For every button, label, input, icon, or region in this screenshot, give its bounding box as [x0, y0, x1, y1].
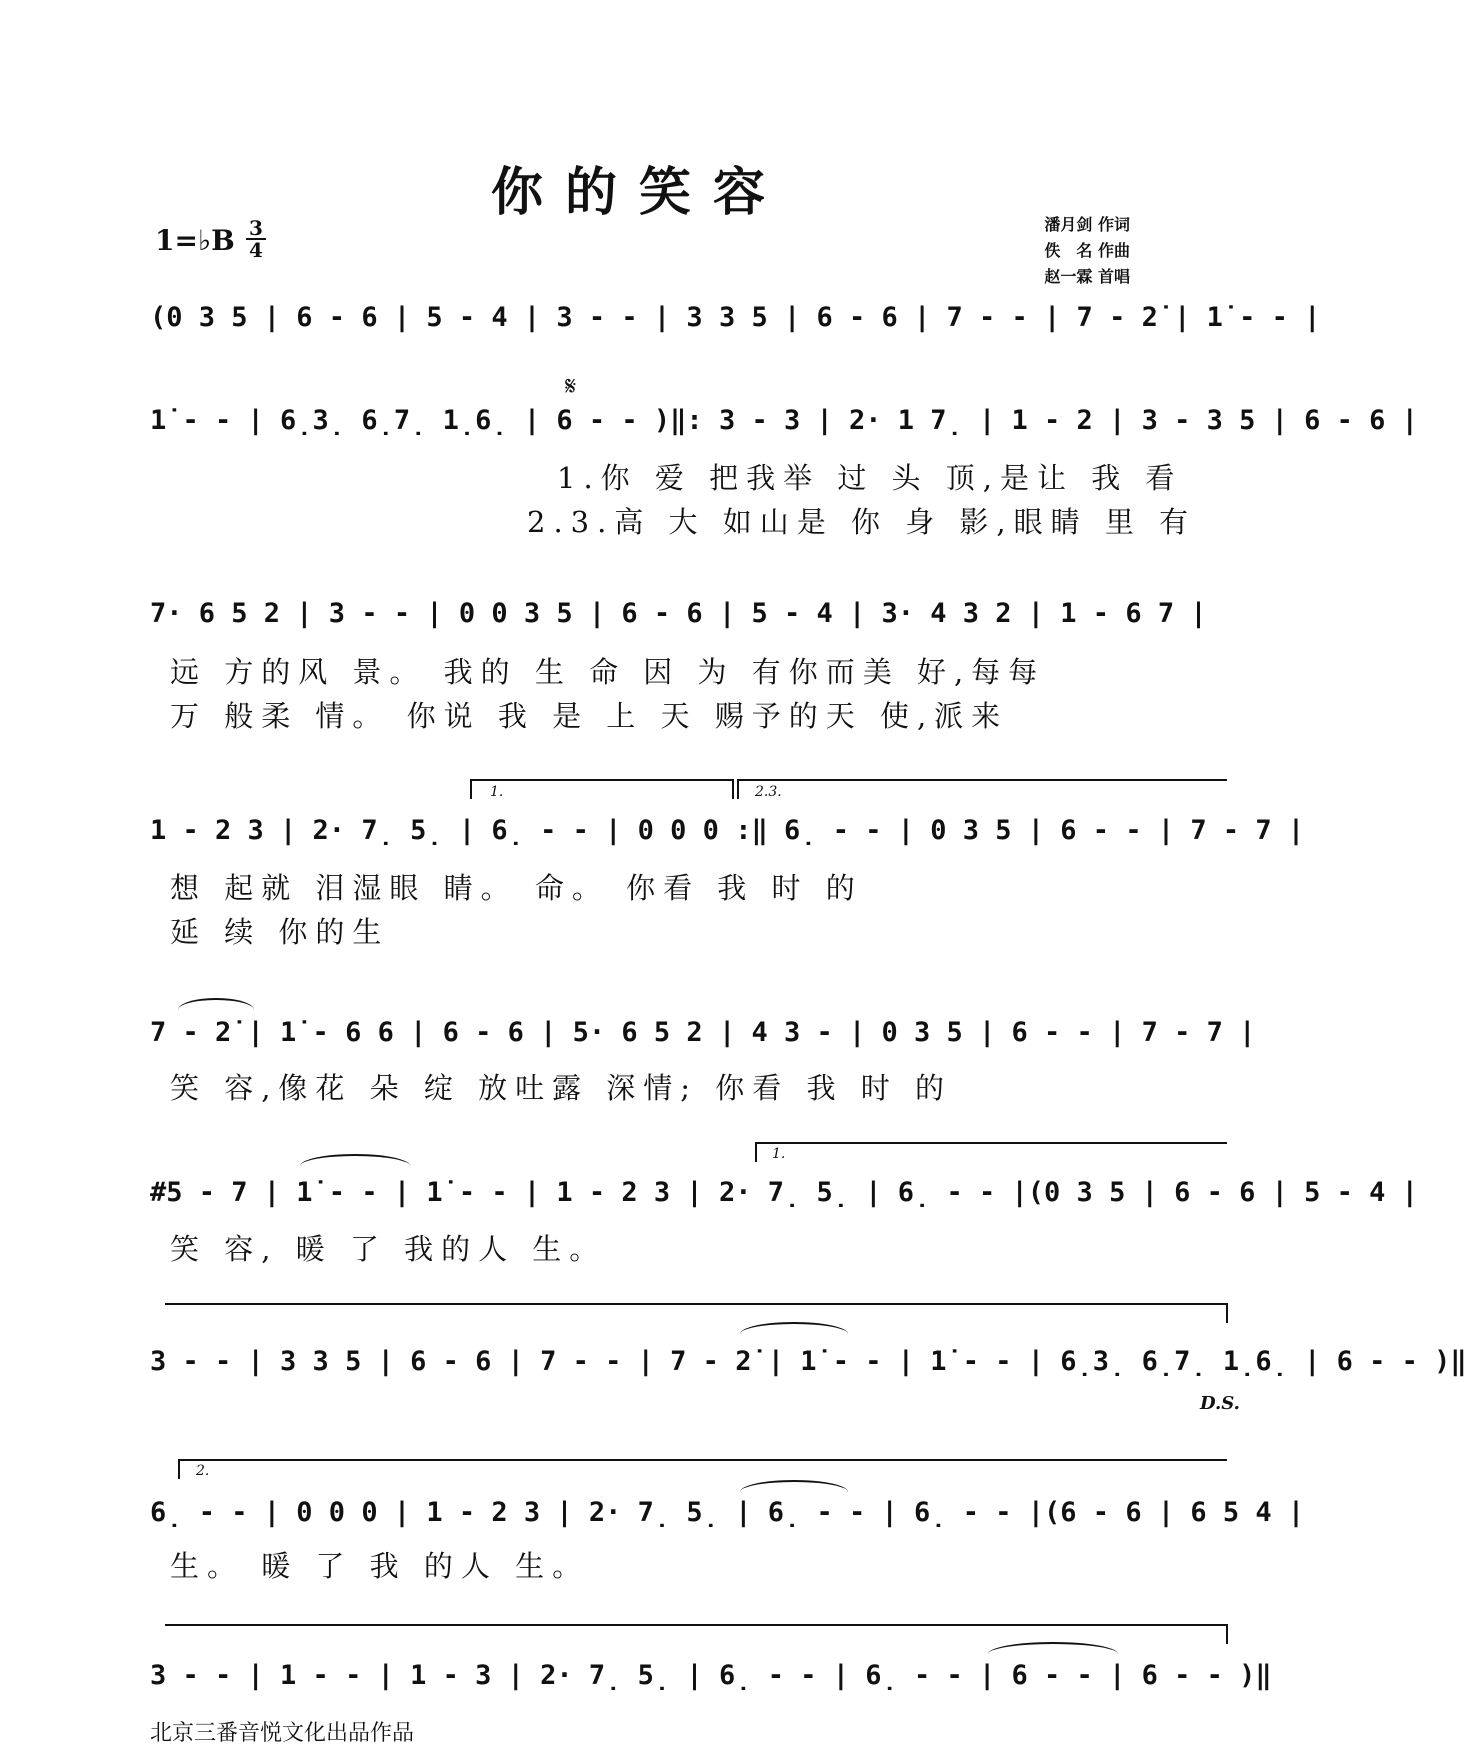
- score-row-9: 3 - - | 1 - - | 1 - 3 | 2· 7̣ 5̣ | 6̣ - - | 6̣ - - | 6 - - | 6 - - )‖: [150, 1660, 1272, 1691]
- lyric-row-6: 笑 容, 暖 了 我的人 生。: [170, 1232, 607, 1266]
- slur-row-6: [300, 1154, 410, 1166]
- segno-sign: 𝄋: [565, 372, 577, 402]
- score-row-1: (0 3 5 | 6 - 6 | 5 - 4 | 3 - - | 3 3 5 | 6 - 6 | 7 - - | 7 - 2̇ | 1̇ - - |: [150, 302, 1321, 333]
- row-9-bracket-end: [1226, 1624, 1228, 1644]
- volta-1-end: [732, 779, 734, 799]
- credits: [1020, 212, 1130, 290]
- lyric-row-2-verse-1: 1.你 爱 把我举 过 头 顶,是让 我 看: [557, 461, 1183, 495]
- lyric-row-8: 生。 暖 了 我 的人 生。: [170, 1549, 590, 1583]
- lyric-row-2-verse-2: 2.3.高 大 如山是 你 身 影,眼睛 里 有: [527, 505, 1197, 539]
- lyric-row-4-verse-1: 想 起就 泪湿眼 睛。 命。 你看 我 时 的: [170, 871, 863, 905]
- composer-credit: 佚 名 作曲: [1044, 241, 1130, 260]
- score-row-8: 6̣ - - | 0 0 0 | 1 - 2 3 | 2· 7̣ 5̣ | 6̣ - - | 6̣ - - |(6 - 6 | 6 5 4 |: [150, 1497, 1305, 1528]
- row-9-bracket-line: [165, 1624, 1227, 1626]
- publisher-footer: 北京三番音悦文化出品作品: [150, 1721, 415, 1746]
- volta-2-label: 2.: [196, 1463, 210, 1479]
- volta-1-line: [470, 779, 732, 781]
- score-row-4: 1 - 2 3 | 2· 7̣ 5̣ | 6̣ - - | 0 0 0 :‖ 6̣ - - | 0 3 5 | 6 - - | 7 - 7 |: [150, 815, 1305, 846]
- time-signature: [246, 218, 266, 260]
- song-title: 你的笑容: [490, 162, 787, 223]
- slur-row-9: [988, 1642, 1118, 1654]
- volta-1b-start: [755, 1142, 757, 1162]
- key-signature: 1=♭B: [155, 224, 235, 257]
- lyric-row-3-verse-2: 万 般柔 情。 你说 我 是 上 天 赐予的天 使,派来: [170, 699, 1009, 733]
- time-signature-bottom: 4: [249, 238, 263, 262]
- ds-marking: D.S.: [1200, 1393, 1240, 1414]
- slur-row-5: [178, 998, 254, 1010]
- volta-1b-label: 1.: [772, 1146, 786, 1162]
- volta-2-start: [178, 1459, 180, 1479]
- lyricist-credit: 潘月剑 作词: [1044, 215, 1130, 234]
- volta-23-line: [737, 779, 1227, 781]
- score-row-3: 7· 6 5 2 | 3 - - | 0 0 3 5 | 6 - 6 | 5 - 4 | 3· 4 3 2 | 1 - 6 7 |: [150, 598, 1207, 629]
- slur-row-7: [740, 1322, 848, 1334]
- row-7-bracket-end: [1226, 1303, 1228, 1323]
- volta-1b-line: [755, 1142, 1227, 1144]
- volta-23-start: [737, 779, 739, 799]
- lyric-row-3-verse-1: 远 方的风 景。 我的 生 命 因 为 有你而美 好,每每: [170, 655, 1046, 689]
- score-row-6: #5 - 7 | 1̇ - - | 1̇ - - | 1 - 2 3 | 2· 7̣ 5̣ | 6̣ - - |(0 3 5 | 6 - 6 | 5 - 4 |: [150, 1177, 1418, 1208]
- volta-23-label: 2.3.: [755, 784, 782, 800]
- score-row-5: 7 - 2̇ | 1̇ - 6 6 | 6 - 6 | 5· 6 5 2 | 4 3 - | 0 3 5 | 6 - - | 7 - 7 |: [150, 1017, 1256, 1048]
- volta-1-label: 1.: [490, 784, 504, 800]
- slur-row-8: [740, 1480, 848, 1492]
- singer-credit: 赵一霖 首唱: [1044, 267, 1130, 286]
- time-signature-top: 3: [246, 218, 266, 240]
- lyric-row-4-verse-2: 延 续 你的生: [170, 915, 390, 949]
- score-row-7: 3 - - | 3 3 5 | 6 - 6 | 7 - - | 7 - 2̇ | 1̇ - - | 1̇ - - | 6̣3̣ 6̣7̣ 1̣6̣ | 6 - - )‖: [150, 1346, 1467, 1377]
- score-row-2: 1̇ - - | 6̣3̣ 6̣7̣ 1̣6̣ | 6 - - )‖: 3 - 3 | 2· 1 7̣ | 1 - 2 | 3 - 3 5 | 6 - 6 |: [150, 405, 1418, 436]
- volta-1-start: [470, 779, 472, 799]
- row-7-bracket-line: [165, 1303, 1227, 1305]
- volta-2-line: [178, 1459, 1227, 1461]
- lyric-row-5: 笑 容,像花 朵 绽 放吐露 深情; 你看 我 时 的: [170, 1071, 952, 1105]
